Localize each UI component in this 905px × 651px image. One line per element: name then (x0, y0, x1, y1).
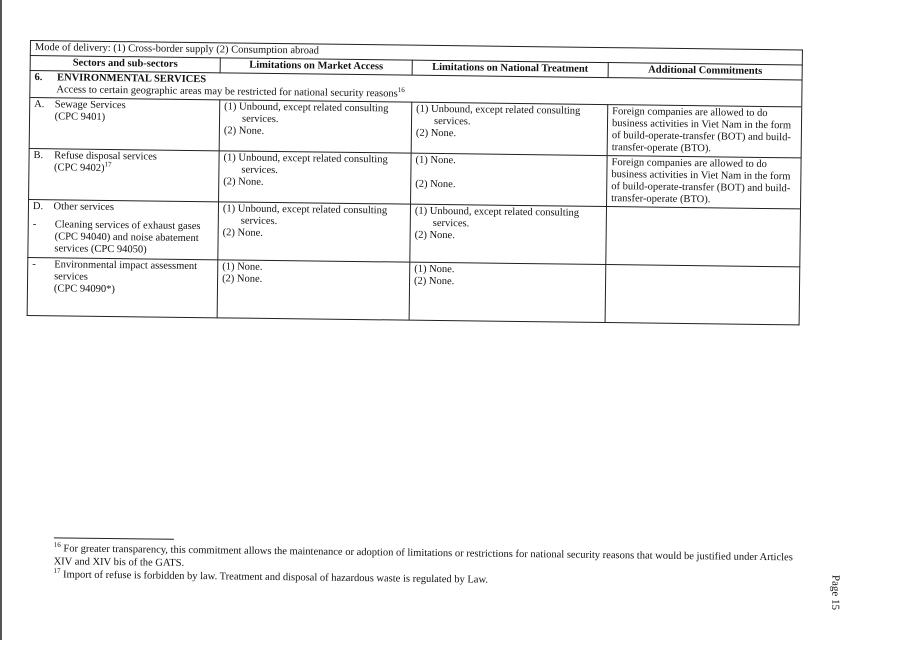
table-row (27, 257, 800, 324)
header-market-access: Limitations on Market Access (220, 58, 412, 75)
header-national-treatment: Limitations on National Treatment (412, 60, 608, 77)
market-access-mode1: (1) Unbound, except related consulting (222, 203, 388, 217)
sector-code: (CPC 9401) (54, 111, 106, 123)
footnotes (11, 530, 812, 591)
sector-name: Refuse disposal services (54, 150, 157, 163)
additional-commitment (611, 208, 796, 210)
table-row (29, 148, 802, 208)
sector-label: B. (33, 150, 44, 162)
national-treatment-mode2: (2) None. (415, 178, 456, 191)
national-treatment-mode2: (2) None. (414, 229, 455, 242)
sub-bullet: - (32, 219, 37, 231)
market-access-mode2: (2) None. (222, 227, 263, 239)
market-access-mode2: (2) None. (222, 273, 263, 285)
section-note: Access to certain geographic areas may be restricted for national security reasons (56, 84, 398, 100)
market-access-mode1: (1) Unbound, except related consulting (224, 101, 389, 115)
table-row (28, 199, 801, 266)
page-number: Page 15 (829, 574, 842, 611)
market-access-mode1-cont: services. (241, 164, 278, 177)
footnote-text: Import of refuse is forbidden by law. Treatment and disposal of hazardous waste is regulated by Law. (63, 569, 489, 586)
national-treatment-mode1: (1) None. (415, 154, 456, 167)
header-additional-commitments: Additional Commitments (608, 63, 802, 80)
market-access-mode2: (2) None. (223, 176, 264, 188)
additional-commitment (610, 266, 795, 268)
national-treatment-mode2: (2) None. (414, 275, 455, 288)
national-treatment-mode1: (1) Unbound, except related consulting (414, 205, 580, 219)
market-access-mode1: (1) None. (222, 261, 263, 273)
sector-code: (CPC 94090*) (53, 283, 115, 296)
additional-commitment: Foreign companies are allowed to do business activities in Viet Nam in the form of build-operate-transfer (BOT) and build-transfer-operate (BTO). (611, 106, 792, 155)
footnote-text: For greater transparency, this commitment allows the maintenance or adoption of limitations or restrictions for national security reasons that would be justified under Articles XIV and XIV bis of the GATS. (53, 543, 793, 569)
section-title: ENVIRONMENTAL SERVICES (56, 72, 207, 86)
market-access-mode1: (1) Unbound, except related consulting (223, 152, 388, 166)
sub-sector-text: Environmental impact assessment services (54, 259, 198, 283)
national-treatment-mode1-cont: services. (433, 115, 471, 128)
sector-name: Other services (53, 201, 115, 214)
additional-commitment: Foreign companies are allowed to do business activities in Viet Nam in the form of build-operate-transfer (BOT) and build-transfer-operate (BTO). (611, 157, 791, 206)
footnote-ref-16: 16 (397, 85, 405, 95)
national-treatment-mode1-cont: services. (432, 217, 470, 230)
sector-code: (CPC 9402) (53, 162, 105, 174)
sector-name: Sewage Services (54, 99, 126, 112)
schedule-table (27, 40, 803, 325)
market-access-mode1-cont: services. (241, 113, 279, 126)
sub-bullet: - (32, 259, 36, 271)
section-number: 6. (34, 72, 43, 84)
header-sectors: Sectors and sub-sectors (30, 56, 220, 73)
market-access-mode1-cont: services. (240, 215, 278, 228)
national-treatment-mode1: (1) Unbound, except related consulting (416, 103, 581, 117)
sector-label: A. (34, 99, 45, 111)
table-row (29, 98, 802, 158)
sub-sector-text: Cleaning services of exhaust gases (CPC 94040) and noise abatement services (CPC 94050) (54, 219, 201, 256)
mode-of-delivery: Mode of delivery: (1) Cross-border supply (2) Consumption abroad (34, 42, 320, 57)
footnote-marker: 17 (53, 566, 61, 575)
footnote-marker: 16 (53, 540, 61, 549)
market-access-mode2: (2) None. (223, 125, 265, 137)
national-treatment-mode1: (1) None. (414, 263, 455, 276)
footnote-ref-17: 17 (104, 160, 112, 169)
national-treatment-mode2: (2) None. (415, 127, 457, 140)
sector-label: D. (32, 201, 44, 213)
